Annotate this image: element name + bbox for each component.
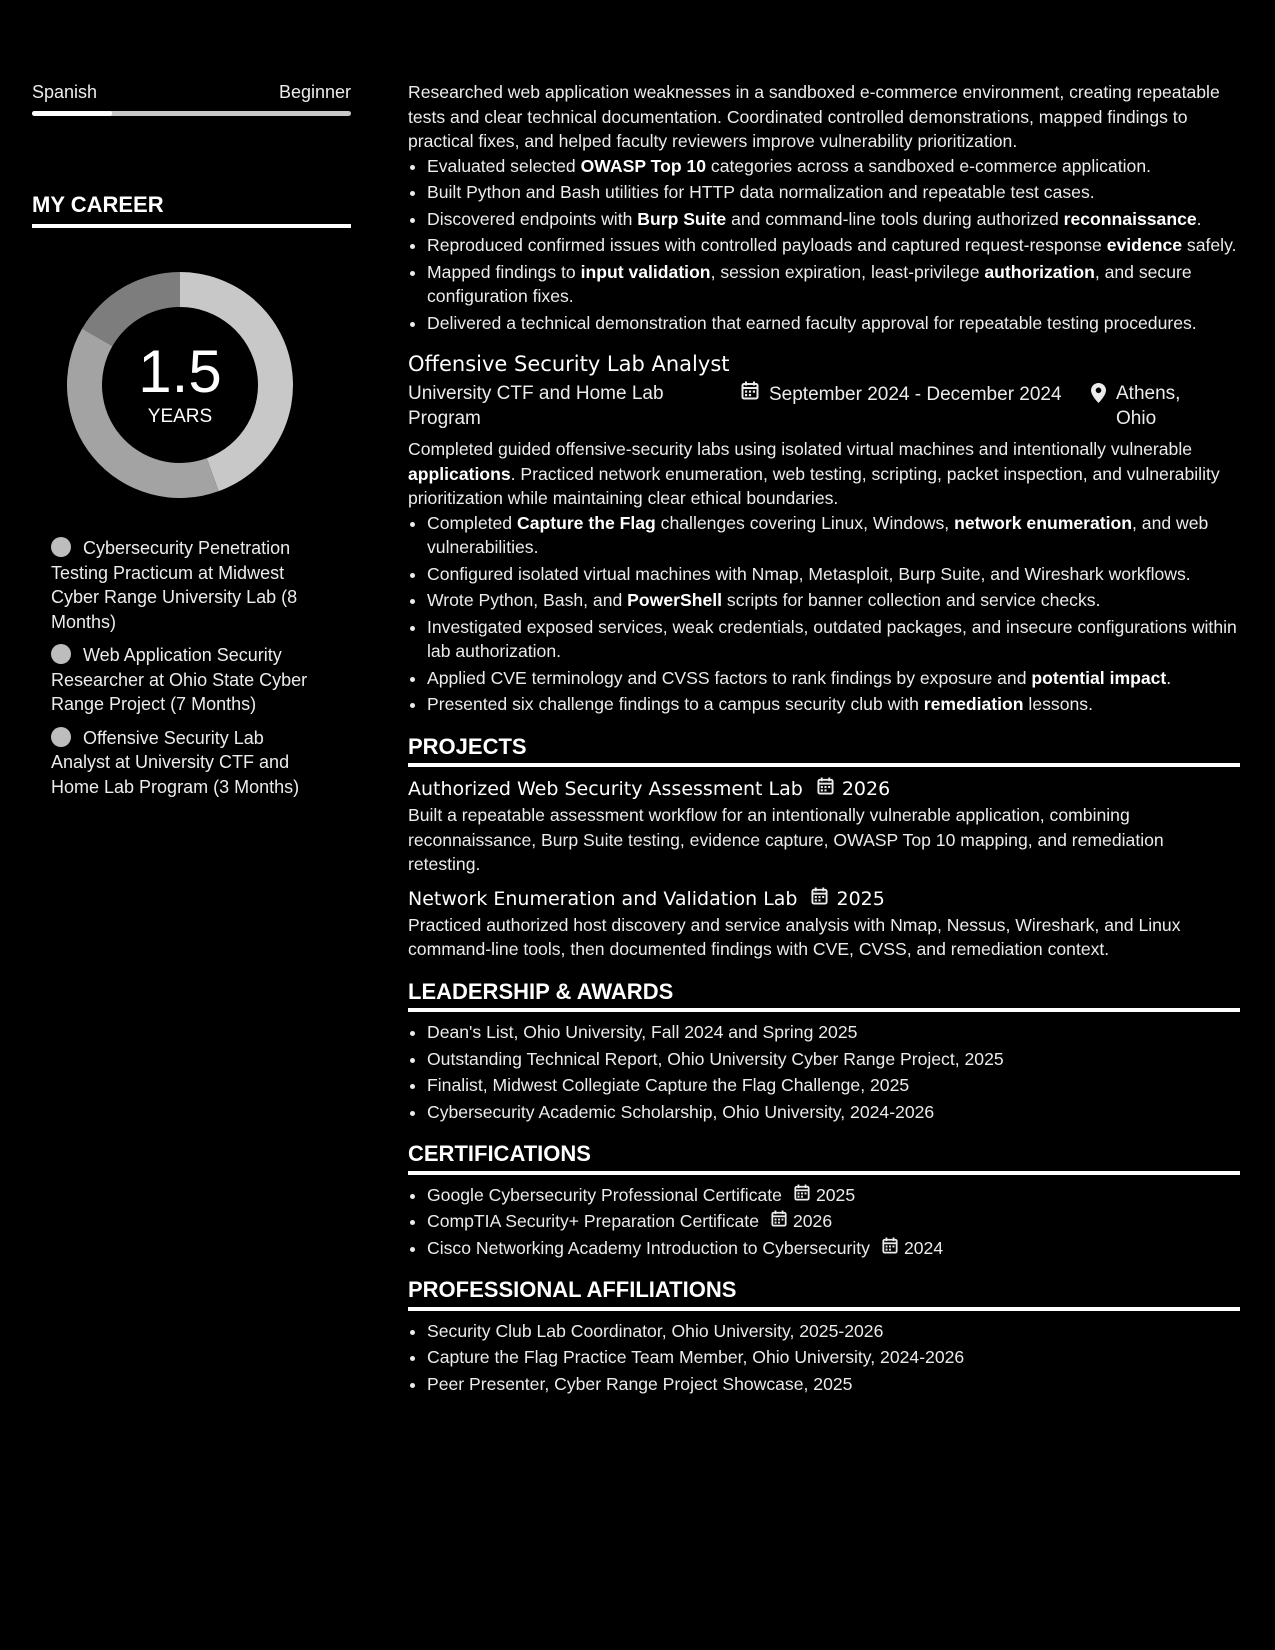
leadership-list xyxy=(408,1020,1240,1124)
calendar-icon xyxy=(794,1183,810,1208)
map-pin-icon xyxy=(1091,383,1106,410)
career-total xyxy=(67,272,293,498)
career-dot-icon xyxy=(51,727,71,747)
text-run: , and web vulnerabilities. xyxy=(427,512,1209,557)
bullet-item xyxy=(427,180,1240,205)
text-run: Wrote Python, Bash, and xyxy=(427,590,628,610)
project-description: Practiced authorized host discovery and service analysis with Nmap, Nessus, Wireshark, and Linux command-line tools, then documented findings with CVE, CVSS, and remediation context. xyxy=(408,914,1181,959)
bold-keyword: applications xyxy=(408,463,511,484)
bullet-item xyxy=(427,692,1240,717)
job2-location-text: Athens, Ohio xyxy=(1116,383,1181,429)
affiliations-list xyxy=(408,1319,1240,1397)
career-donut xyxy=(67,272,293,498)
bullet-item xyxy=(427,233,1240,258)
leadership-item: • Outstanding Technical Report, Ohio University Cyber Range Project, 2025 xyxy=(427,1047,1240,1072)
bold-keyword: authorization xyxy=(984,261,1095,282)
job2-title: Offensive Security Lab Analyst xyxy=(408,352,730,376)
bold-keyword: evidence xyxy=(1106,235,1183,255)
text-run: Delivered a technical demonstration that earned faculty approval for repeatable testing procedures. xyxy=(427,312,1197,333)
bullet-item xyxy=(427,666,1240,691)
leadership-item: • Dean's List, Ohio University, Fall 2024 and Spring 2025 xyxy=(427,1020,1240,1045)
text-run: Discovered endpoints with xyxy=(427,208,638,229)
text-run: . xyxy=(1196,208,1202,229)
certification-year xyxy=(794,1183,855,1208)
text-run: . xyxy=(1166,667,1172,688)
bold-keyword: remediation xyxy=(923,694,1024,714)
certification-year xyxy=(882,1236,943,1261)
bullet-item xyxy=(427,207,1240,232)
calendar-icon xyxy=(741,381,759,407)
projects-heading: PROJECTS xyxy=(408,735,1240,768)
project-year xyxy=(811,885,884,913)
text-run: Investigated exposed services, weak credentials, outdated packages, and insecure configurations within lab authorization. xyxy=(427,616,1237,661)
certification-year-text: 2025 xyxy=(815,1184,856,1205)
certification-item xyxy=(427,1209,1240,1234)
job2-bullets xyxy=(408,511,1240,717)
bold-keyword: input validation xyxy=(580,261,711,282)
certification-item xyxy=(427,1183,1240,1208)
project-title-row xyxy=(408,885,1240,913)
certification-year-text: 2026 xyxy=(792,1211,833,1231)
project-year xyxy=(817,775,890,803)
calendar-icon xyxy=(882,1236,898,1261)
bold-keyword: reconnaissance xyxy=(1063,208,1197,229)
text-run: challenges covering Linux, Windows, xyxy=(655,512,955,533)
language-level: Beginner xyxy=(278,82,351,102)
bullet-item xyxy=(427,311,1240,336)
bullet-item xyxy=(427,588,1240,613)
language-proficiency-bar xyxy=(32,111,351,116)
bullet-item xyxy=(427,260,1240,309)
text-run: scripts for banner collection and service checks. xyxy=(722,590,1101,610)
career-item-text: Offensive Security Lab Analyst at University CTF and Home Lab Program (3 Months) xyxy=(51,727,300,797)
bullet-item xyxy=(427,511,1240,560)
text-run: Reproduced confirmed issues with controlled payloads and captured request-response xyxy=(427,235,1107,255)
career-item xyxy=(51,536,321,634)
certifications-heading: CERTIFICATIONS xyxy=(408,1142,1240,1175)
project-title: Authorized Web Security Assessment Lab xyxy=(408,778,803,800)
language-name: Spanish xyxy=(32,82,98,102)
certification-name: CompTIA Security+ Preparation Certificate xyxy=(427,1211,759,1231)
language-row xyxy=(32,80,351,104)
certification-item xyxy=(427,1236,1240,1261)
project-item xyxy=(408,885,1240,962)
bold-keyword: potential impact xyxy=(1031,667,1167,688)
text-run: , and secure configuration fixes. xyxy=(427,261,1192,306)
certifications-list xyxy=(408,1183,1240,1261)
text-run: Configured isolated virtual machines with Nmap, Metasploit, Burp Suite, and Wireshark workflows. xyxy=(427,563,1191,584)
project-title: Network Enumeration and Validation Lab xyxy=(408,887,798,910)
job2-summary xyxy=(408,437,1240,511)
sidebar xyxy=(32,80,351,808)
career-item-text: Web Application Security Researcher at Ohio State Cyber Range Project (7 Months) xyxy=(51,645,308,714)
job2-company: University CTF and Home Lab Program xyxy=(408,383,664,429)
project-title-row xyxy=(408,775,1240,803)
text-run: Evaluated selected xyxy=(427,155,581,176)
text-run: Presented six challenge findings to a campus security club with xyxy=(427,694,924,714)
text-run: Applied CVE terminology and CVSS factors to rank findings by exposure and xyxy=(427,667,1032,688)
job1-bullets xyxy=(408,154,1240,336)
text-run: Completed guided offensive-security labs using isolated virtual machines and intentionally vulnerable xyxy=(408,439,1193,459)
certification-name: Google Cybersecurity Professional Certificate xyxy=(427,1184,782,1205)
bullet-item xyxy=(427,615,1240,664)
main-content xyxy=(408,80,1240,1398)
career-dot-icon xyxy=(51,644,71,664)
job1-summary: Researched web application weaknesses in a sandboxed e-commerce environment, creating repeatable tests and clear technical documentation. Coordinated controlled demonstrations, mapped findings to practical fixes, and helped faculty reviewers improve vulnerability prioritization. xyxy=(408,82,1220,151)
job2-meta xyxy=(408,381,1240,431)
affiliations-heading: PROFESSIONAL AFFILIATIONS xyxy=(408,1278,1240,1311)
certification-year xyxy=(771,1209,832,1234)
career-dot-icon xyxy=(51,537,71,557)
leadership-item: • Cybersecurity Academic Scholarship, Ohio University, 2024-2026 xyxy=(427,1100,1240,1125)
certification-name: Cisco Networking Academy Introduction to Cybersecurity xyxy=(427,1237,870,1258)
language-proficiency-fill xyxy=(32,111,112,116)
career-list xyxy=(51,536,321,799)
project-description: Built a repeatable assessment workflow for an intentionally vulnerable application, combining reconnaissance, Burp Suite testing, evidence capture, OWASP Top 10 mapping, and remediation retesting. xyxy=(408,805,1164,874)
project-year-text: 2026 xyxy=(841,778,891,800)
affiliation-item: • Capture the Flag Practice Team Member, Ohio University, 2024-2026 xyxy=(427,1345,1240,1370)
leadership-item: • Finalist, Midwest Collegiate Capture the Flag Challenge, 2025 xyxy=(427,1073,1240,1098)
text-run: Mapped findings to xyxy=(427,261,581,282)
text-run: safely. xyxy=(1182,235,1237,255)
text-run: lessons. xyxy=(1023,694,1093,714)
career-item xyxy=(51,726,321,800)
bold-keyword: PowerShell xyxy=(627,590,723,610)
bullet-item xyxy=(427,154,1240,179)
certification-year-text: 2024 xyxy=(903,1237,944,1258)
text-run: . Practiced network enumeration, web testing, scripting, packet inspection, and vulnerability prioritization while maintaining clear ethical boundaries. xyxy=(408,463,1220,508)
career-item-text: Cybersecurity Penetration Testing Practicum at Midwest Cyber Range University Lab (8 Months) xyxy=(51,538,298,632)
career-total-unit: YEARS xyxy=(147,406,213,427)
leadership-heading: LEADERSHIP & AWARDS xyxy=(408,980,1240,1013)
calendar-icon xyxy=(811,885,828,913)
career-item xyxy=(51,643,321,717)
calendar-icon xyxy=(817,775,834,803)
bold-keyword: network enumeration xyxy=(954,512,1133,533)
project-item xyxy=(408,775,1240,877)
bold-keyword: Burp Suite xyxy=(637,208,727,229)
calendar-icon xyxy=(771,1209,787,1234)
affiliation-item: • Security Club Lab Coordinator, Ohio University, 2025-2026 xyxy=(427,1319,1240,1344)
job2-dates xyxy=(741,381,1091,407)
affiliation-item: • Peer Presenter, Cyber Range Project Showcase, 2025 xyxy=(427,1372,1240,1397)
career-heading: MY CAREER xyxy=(32,192,351,228)
job2-location xyxy=(1091,381,1216,431)
job2-dates-text: September 2024 - December 2024 xyxy=(769,383,1062,405)
bullet-item xyxy=(427,562,1240,587)
text-run: , session expiration, least-privilege xyxy=(710,261,985,282)
text-run: Built Python and Bash utilities for HTTP data normalization and repeatable test cases. xyxy=(427,182,1095,202)
text-run: categories across a sandboxed e-commerce application. xyxy=(706,155,1151,176)
bold-keyword: Capture the Flag xyxy=(516,512,656,533)
text-run: Completed xyxy=(427,512,517,533)
text-run: and command-line tools during authorized xyxy=(726,208,1064,229)
career-total-value: 1.5 xyxy=(138,338,222,405)
bold-keyword: OWASP Top 10 xyxy=(580,155,707,176)
project-year-text: 2025 xyxy=(836,887,885,910)
